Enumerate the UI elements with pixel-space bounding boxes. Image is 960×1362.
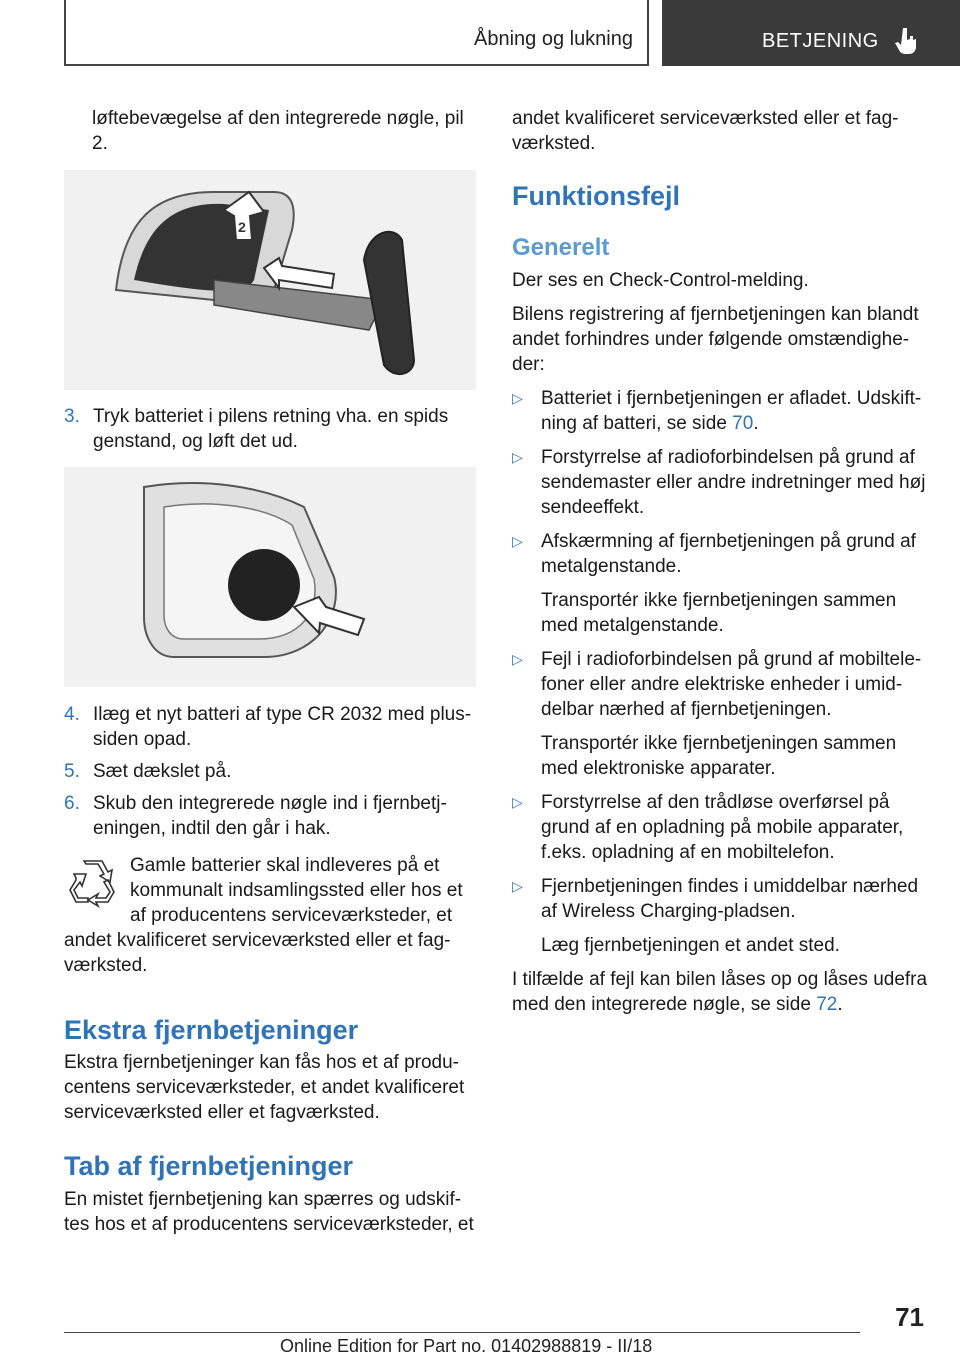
check-control-text: Der ses en Check-Control-melding. (512, 270, 809, 291)
step-text: Tryk batteriet i pilens retning vha. en spids genstand, og løft det ud. (93, 406, 449, 452)
figure-key-open (64, 170, 476, 390)
triangle-right-icon: ▷ (512, 390, 523, 406)
svg-text:2: 2 (238, 219, 246, 235)
list-item (512, 647, 928, 722)
final-text: I tilfælde af fejl kan bilen låses op og låses udefra med den integrerede nøgle, se side 72. (512, 969, 928, 1015)
footer-divider (64, 1332, 860, 1333)
footer-edition: Online Edition for Part no. 01402988819 - II/18 (280, 1336, 653, 1356)
heading-general: Generelt (512, 234, 610, 261)
detection-text: Bilens registrering af fjernbetjeningen kan blandt andet forhindres under følgende omstændighe-der: (512, 304, 919, 375)
malfunction-list (512, 268, 928, 1026)
triangle-right-icon: ▷ (512, 533, 523, 549)
step-4 (64, 702, 478, 752)
key-fob-illustration (64, 170, 476, 390)
triangle-right-icon: ▷ (512, 878, 523, 894)
list-item-sub: Transportér ikke fjernbetjeningen sammen med metalgenstande. (541, 590, 897, 636)
list-item-text: Batteriet i fjernbetjeningen er afladet. Udskift-ning af batteri, se side (541, 388, 922, 434)
step-number: 4. (64, 704, 80, 725)
right-cont-text: andet kvalificeret serviceværksted eller et fag-værksted. (512, 108, 899, 154)
list-item (512, 874, 928, 924)
step-number: 6. (64, 793, 80, 814)
recycle-note: Gamle batterier skal indleveres på et kommunalt indsamlingssted eller hos et af producentens serviceværksteder, et (130, 855, 463, 926)
page-number: 71 (895, 1302, 924, 1332)
page-link-70[interactable]: 70 (732, 413, 754, 434)
list-item-sub: Læg fjernbetjeningen et andet sted. (541, 935, 840, 956)
list-item-text: Afskærmning af fjernbetjeningen på grund af metalgenstande. (541, 531, 916, 577)
list-item (512, 529, 928, 579)
final-text-body: I tilfælde af fejl kan bilen låses op og låses udefra med den integrerede nøgle, se side (512, 969, 928, 1015)
heading-malfunction: Funktionsfejl (512, 181, 680, 211)
step-number: 3. (64, 406, 80, 427)
list-item: ▷ Batteriet i fjernbetjeningen er afladet. Udskift-ning af batteri, se side 70. (512, 388, 922, 434)
extra-remotes-text: Ekstra fjernbetjeninger kan fås hos et af produ-centens serviceværksteder, et andet kvalificeret serviceværksted eller et fagværksted. (64, 1052, 465, 1123)
step-text: Sæt dækslet på. (93, 761, 232, 782)
heading-extra-remotes: Ekstra fjernbetjeninger (64, 1015, 359, 1045)
step-6 (64, 791, 478, 841)
triangle-right-icon: ▷ (512, 794, 523, 810)
list-item (512, 445, 928, 520)
page-link-72[interactable]: 72 (816, 994, 838, 1015)
triangle-right-icon: ▷ (512, 651, 523, 667)
header-section-title: Åbning og lukning (473, 28, 633, 50)
list-item-text: Fejl i radioforbindelsen på grund af mobiltele-foner eller andre elektriske enheder i umid-delbar nærhed af fjernbetjeningen. (541, 649, 922, 720)
heading-lost-remotes: Tab af fjernbetjeninger (64, 1151, 354, 1181)
recycle-icon (66, 858, 118, 908)
battery-illustration (64, 467, 476, 687)
triangle-right-icon: ▷ (512, 449, 523, 465)
step-text: Skub den integrerede nøgle ind i fjernbetj-eningen, indtil den går i hak. (93, 793, 447, 839)
list-item-text: Fjernbetjeningen findes i umiddelbar nærhed af Wireless Charging-pladsen. (541, 876, 919, 922)
recycle-note-cont: andet kvalificeret serviceværksted eller et fag-værksted. (64, 930, 451, 976)
list-item-text: Forstyrrelse af radioforbindelsen på grund af sendemaster eller andre indretninger med høj sendeeffekt. (541, 447, 926, 518)
step-number: 5. (64, 761, 80, 782)
step-5 (64, 759, 478, 784)
step-text: Ilæg et nyt batteri af type CR 2032 med plus-siden opad. (93, 704, 472, 750)
step-3 (64, 404, 478, 454)
hand-pointer-icon (892, 26, 922, 56)
figure-battery (64, 467, 476, 687)
lost-remotes-text: En mistet fjernbetjening kan spærres og udskif-tes hos et af producentens serviceværksteder, et (64, 1189, 474, 1235)
header-section-box (64, 0, 649, 66)
list-item-sub: Transportér ikke fjernbetjeningen sammen med elektroniske apparater. (541, 733, 897, 779)
list-item (512, 790, 928, 865)
header-chapter-title: BETJENING (762, 30, 879, 52)
intro-text: løftebevægelse af den integrerede nøgle, pil 2. (92, 108, 464, 154)
list-item-text: Forstyrrelse af den trådløse overførsel på grund af en opladning på mobile apparater, f.eks. opladning af en mobiltelefon. (541, 792, 904, 863)
